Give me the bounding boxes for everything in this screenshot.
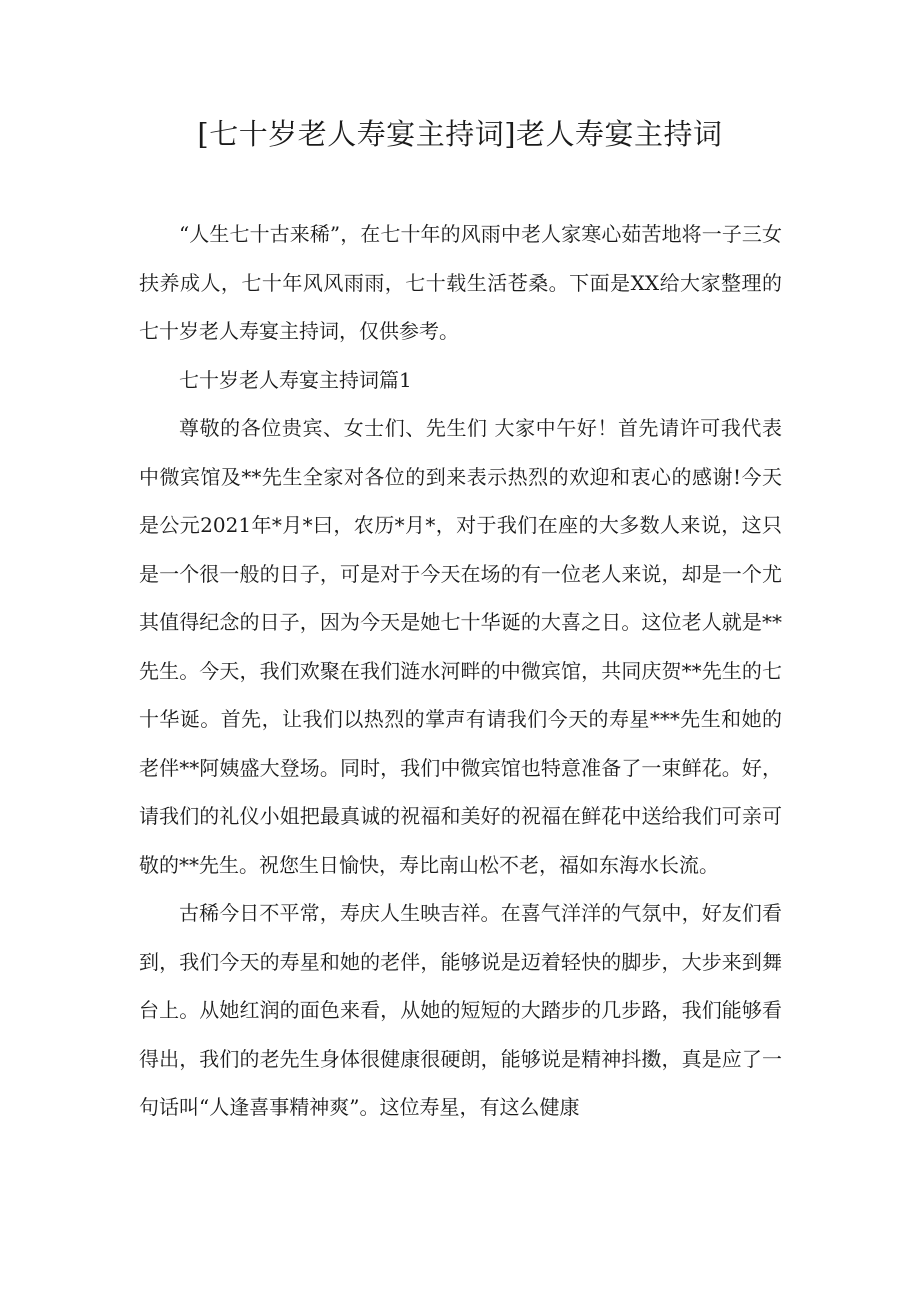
body-paragraph: 古稀今日不平常，寿庆人生映吉祥。在喜气洋洋的气氛中，好友们看到，我们今天的寿星和她的老伴，能够说是迈着轻快的脚步，大步来到舞台上。从她红润的面色来看，从她的短短的大踏步的几步路，我们能够看得出，我们的老先生身体很健康很硬朗，能够说是精神抖擞，真是应了一句话叫“人逢喜事精神爽”。这位寿星，有这么健康 [139,901,782,1119]
intro-paragraph: “人生七十古来稀”，在七十年的风雨中老人家寒心茹苦地将一子三女扶养成人，七十年风风雨雨，七十载生活苍桑。下面是XX给大家整理的七十岁老人寿宴主持词，仅供参考。 [139,222,782,343]
section-heading: 七十岁老人寿宴主持词篇1 [179,367,412,392]
body-paragraph: 尊敬的各位贵宾、女士们、先生们 大家中午好！首先请许可我代表中微宾馆及**先生全家对各位的到来表示热烈的欢迎和衷心的感谢!今天是公元2021年*月*曰，农历*月*，对于我们在座的大多数人来说，这只是一个很一般的日子，可是对于今天在场的有一位老人来说，却是一个尤其值得纪念的日子，因为今天是她七十华诞的大喜之日。这位老人就是**先生。今天，我们欢聚在我们涟水河畔的中微宾馆，共同庆贺**先生的七十华诞。首先，让我们以热烈的掌声有请我们今天的寿星***先生和她的老伴**阿姨盛大登场。同时，我们中微宾馆也特意准备了一束鲜花。好，请我们的礼仪小姐把最真诚的祝福和美好的祝福在鲜花中送给我们可亲可敬的**先生。祝您生日愉快，寿比南山松不老，福如东海水长流。 [139,416,782,877]
document-title: [七十岁老人寿宴主持词]老人寿宴主持词 [197,117,723,151]
document-body [139,210,782,1132]
